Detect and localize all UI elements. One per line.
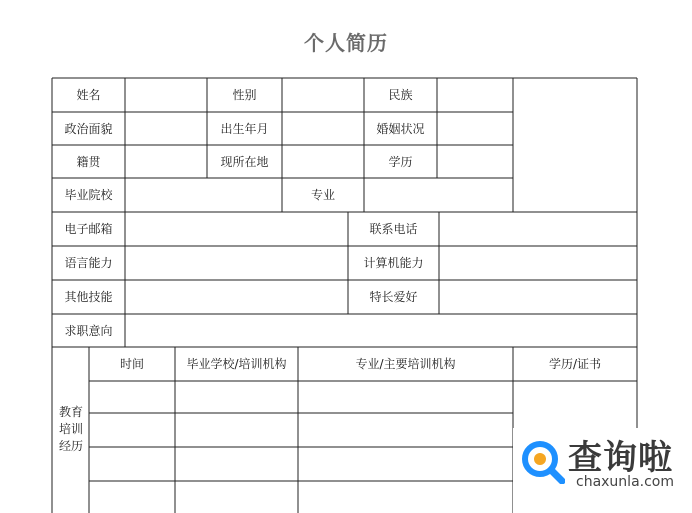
name-field[interactable]: [125, 78, 207, 112]
edu-row-2-time[interactable]: [89, 413, 175, 447]
ethnicity-label: 民族: [388, 88, 413, 102]
watermark: [513, 428, 692, 513]
other-skills-field[interactable]: [125, 280, 348, 314]
current-location-field[interactable]: [282, 145, 364, 178]
graduate-school-field[interactable]: [125, 178, 282, 212]
education-level-label: 学历: [388, 154, 413, 169]
edu-row-1-school[interactable]: [175, 381, 298, 413]
job-objective-label: 求职意向: [64, 323, 113, 338]
edu-row-4-time[interactable]: [89, 481, 175, 513]
gender-label: 性别: [232, 88, 257, 102]
language-skill-field[interactable]: [125, 246, 348, 280]
edu-header-major: 专业/主要培训机构: [355, 357, 456, 371]
hobbies-label: 特长爱好: [369, 290, 418, 304]
graduate-school-label: 毕业院校: [64, 188, 113, 202]
marital-status-field[interactable]: [437, 112, 513, 145]
edu-header-school: 毕业学校/培训机构: [186, 357, 287, 371]
hobbies-field[interactable]: [439, 280, 637, 314]
edu-row-1-major[interactable]: [298, 381, 513, 413]
political-status-label: 政治面貌: [64, 121, 113, 136]
email-field[interactable]: [125, 212, 348, 246]
watermark-text: 查询啦: [568, 438, 673, 478]
edu-row-4-major[interactable]: [298, 481, 513, 513]
current-location-label: 现所在地: [220, 154, 269, 169]
computer-skill-label: 计算机能力: [363, 256, 424, 270]
search-icon: [519, 438, 565, 484]
education-section-label: 教育 培训 经历: [59, 405, 84, 453]
computer-skill-field[interactable]: [439, 246, 637, 280]
major-field[interactable]: [364, 178, 513, 212]
gender-field[interactable]: [282, 78, 364, 112]
political-status-field[interactable]: [125, 112, 207, 145]
phone-label: 联系电话: [369, 222, 418, 236]
birth-date-label: 出生年月: [220, 121, 269, 136]
edu-header-time: 时间: [119, 357, 144, 371]
edu-row-1-time[interactable]: [89, 381, 175, 413]
ethnicity-field[interactable]: [437, 78, 513, 112]
edu-row-3-time[interactable]: [89, 447, 175, 481]
language-skill-label: 语言能力: [64, 256, 113, 270]
native-place-field[interactable]: [125, 145, 207, 178]
edu-row-3-major[interactable]: [298, 447, 513, 481]
edu-header-certificate: 学历/证书: [548, 357, 602, 371]
photo-area[interactable]: [513, 78, 637, 212]
education-level-field[interactable]: [437, 145, 513, 178]
email-label: 电子邮箱: [64, 222, 113, 236]
other-skills-label: 其他技能: [64, 290, 113, 304]
birth-date-field[interactable]: [282, 112, 364, 145]
edu-row-2-major[interactable]: [298, 413, 513, 447]
marital-status-label: 婚姻状况: [376, 121, 425, 136]
edu-row-4-school[interactable]: [175, 481, 298, 513]
major-label: 专业: [310, 188, 335, 202]
page-title: 个人简历: [304, 31, 388, 55]
native-place-label: 籍贯: [76, 154, 101, 169]
job-objective-field[interactable]: [125, 314, 637, 347]
edu-row-3-school[interactable]: [175, 447, 298, 481]
edu-row-2-school[interactable]: [175, 413, 298, 447]
name-label: 姓名: [76, 88, 101, 102]
phone-field[interactable]: [439, 212, 637, 246]
watermark-url: chaxunla.com: [576, 474, 674, 490]
